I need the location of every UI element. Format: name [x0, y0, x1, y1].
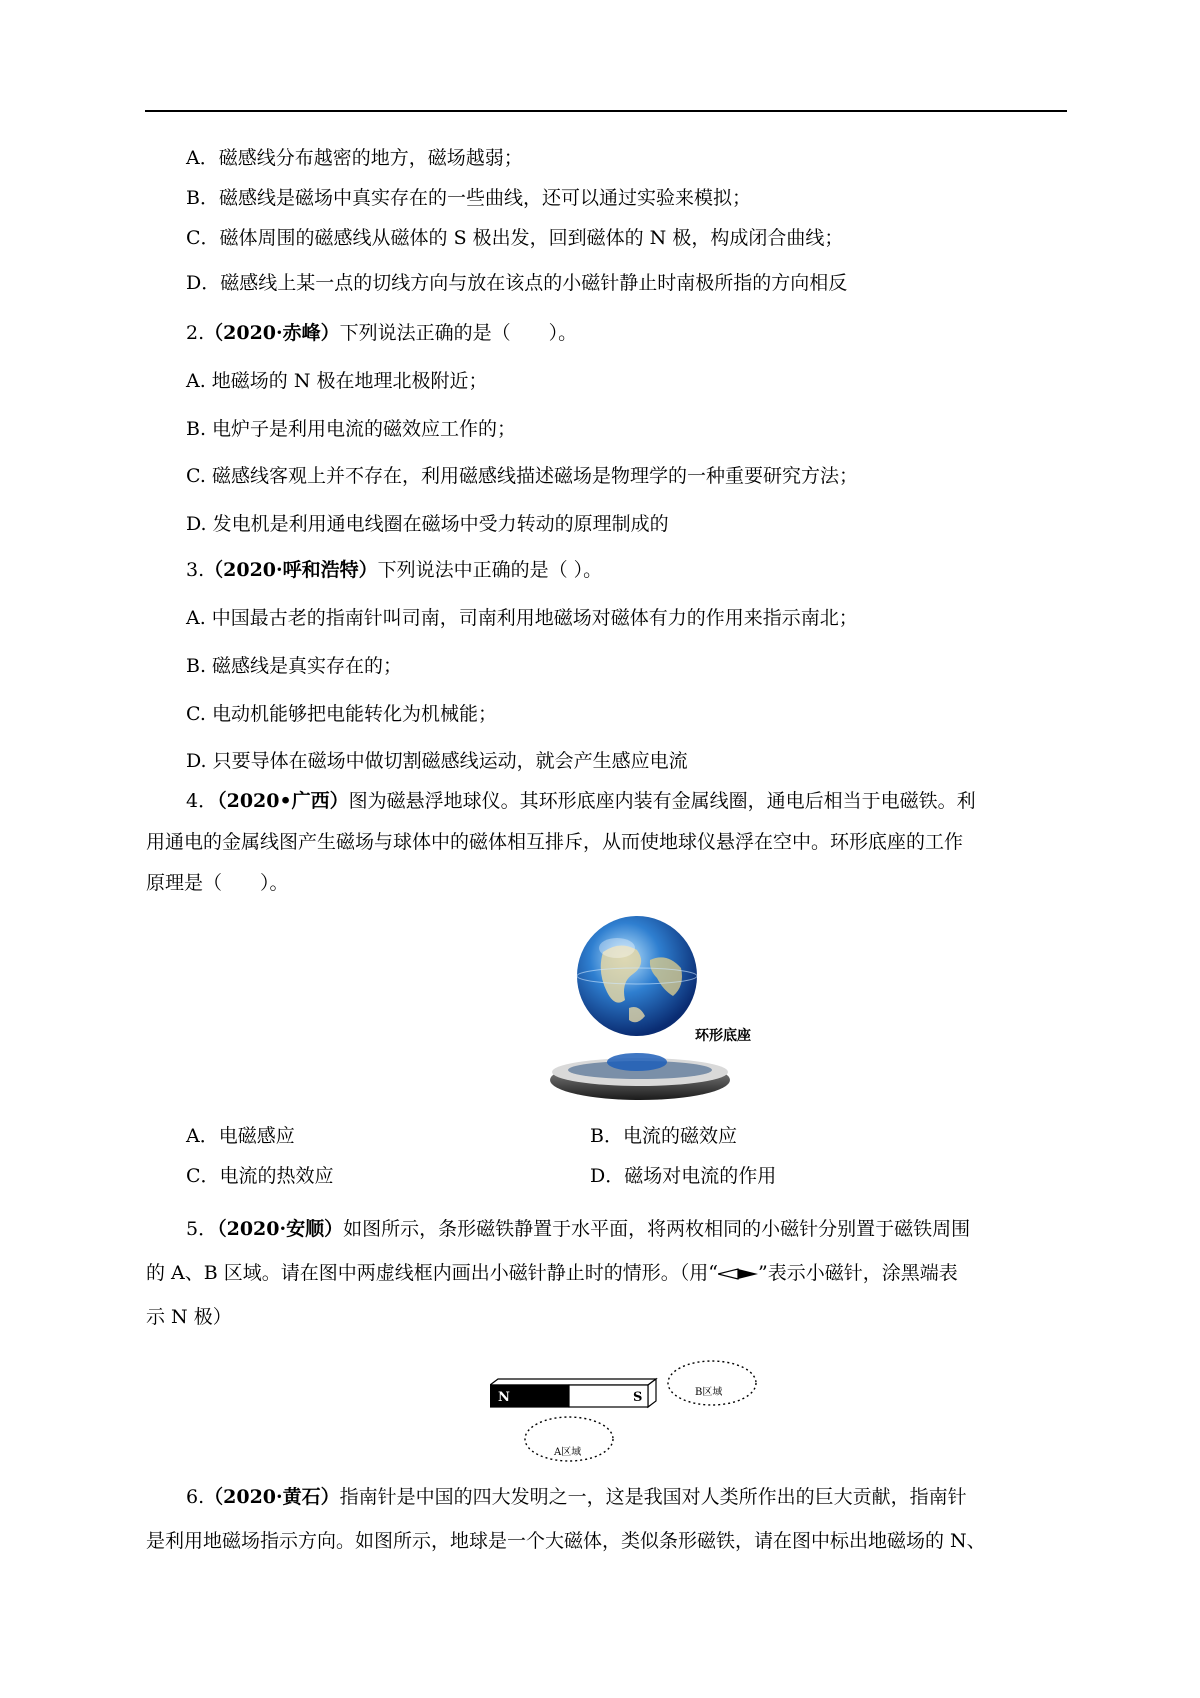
q2-option-d: D. 发电机是利用通电线圈在磁场中受力转动的原理制成的	[186, 513, 669, 535]
q6-line-1	[186, 1484, 967, 1510]
q4-option-c: C．电流的热效应	[186, 1165, 334, 1187]
q3-option-a: A. 中国最古老的指南针叫司南，司南利用地磁场对磁体有力的作用来指示南北；	[186, 607, 858, 629]
q2-source: （2020·赤峰）	[204, 322, 340, 344]
q3-source: （2020·呼和浩特）	[204, 559, 378, 581]
q5-line-2	[146, 1260, 958, 1286]
q5-number: 5．	[186, 1218, 218, 1240]
bar-magnet-icon	[490, 1379, 656, 1407]
globe-icon	[577, 916, 697, 1036]
region-a-box	[525, 1417, 613, 1461]
figure-label-ring-base: 环形底座	[695, 1028, 751, 1044]
q3-option-d: D. 只要导体在磁场中做切割磁感线运动，就会产生感应电流	[186, 750, 688, 772]
q3-text: 下列说法中正确的是（ ）。	[377, 559, 603, 581]
q6-number: 6.	[186, 1486, 205, 1508]
q6-line-2: 是利用地磁场指示方向。如图所示，地球是一个大磁体，类似条形磁铁，请在图中标出地磁场的 N、	[146, 1530, 986, 1552]
q3-option-b: B. 磁感线是真实存在的；	[186, 655, 403, 677]
q6-text-1: 指南针是中国的四大发明之一，这是我国对人类所作出的巨大贡献，指南针	[339, 1486, 967, 1508]
bar-magnet-figure	[490, 1355, 760, 1465]
q4-option-a: A．电磁感应	[186, 1125, 295, 1147]
region-a-label: A区域	[554, 1447, 582, 1458]
q2-text: 下列说法正确的是（ ）。	[339, 322, 578, 344]
q1-option-b: B．磁感线是磁场中真实存在的一些曲线，还可以通过实验来模拟；	[186, 187, 751, 209]
q1-option-a: A．磁感线分布越密的地方，磁场越弱；	[186, 147, 523, 169]
q5-line-1	[186, 1216, 970, 1242]
q3-stem	[186, 557, 602, 583]
magnet-s-label: S	[633, 1390, 643, 1405]
q2-option-c: C. 磁感线客观上并不存在，利用磁感线描述磁场是物理学的一种重要研究方法；	[186, 465, 858, 487]
q1-option-c: C．磁体周围的磁感线从磁体的 S 极出发，回到磁体的 N 极，构成闭合曲线；	[186, 227, 844, 249]
q5-text-1: 如图所示，条形磁铁静置于水平面，将两枚相同的小磁针分别置于磁铁周围	[343, 1218, 971, 1240]
q3-number: 3.	[186, 559, 205, 581]
q2-option-b: B. 电炉子是利用电流的磁效应工作的；	[186, 418, 517, 440]
q6-source: （2020·黄石）	[204, 1486, 340, 1508]
q4-option-b: B．电流的磁效应	[590, 1125, 737, 1147]
q4-number: 4．	[186, 790, 218, 812]
q4-line-3: 原理是（ ）。	[146, 872, 289, 894]
q4-option-d: D．磁场对电流的作用	[590, 1165, 777, 1187]
q5-text-2b: ”表示小磁针，涂黑端表	[757, 1262, 958, 1284]
compass-needle-icon	[718, 1267, 758, 1281]
q4-source: （2020•广西）	[217, 790, 349, 812]
q2-option-a: A. 地磁场的 N 极在地理北极附近；	[186, 370, 488, 392]
q1-option-d: D．磁感线上某一点的切线方向与放在该点的小磁针静止时南极所指的方向相反	[186, 272, 848, 294]
region-b-label: B区域	[695, 1387, 723, 1398]
q5-line-3: 示 N 极）	[146, 1306, 232, 1328]
header-rule	[145, 110, 1067, 112]
q5-source: （2020·安顺）	[217, 1218, 344, 1240]
maglev-globe-figure	[525, 912, 780, 1102]
q4-text-1: 图为磁悬浮地球仪。其环形底座内装有金属线圈，通电后相当于电磁铁。利	[348, 790, 976, 812]
q2-stem	[186, 320, 577, 346]
ring-base-icon	[550, 1053, 730, 1100]
q5-text-2a: 的 A、B 区域。请在图中两虚线框内画出小磁针静止时的情形。（用“	[146, 1262, 718, 1284]
q3-option-c: C. 电动机能够把电能转化为机械能；	[186, 703, 497, 725]
q4-line-1	[186, 788, 976, 814]
q2-number: 2.	[186, 322, 205, 344]
region-b-box	[668, 1361, 756, 1405]
magnet-n-label: N	[498, 1390, 510, 1405]
q4-line-2: 用通电的金属线图产生磁场与球体中的磁体相互排斥，从而使地球仪悬浮在空中。环形底座的工作	[146, 831, 964, 853]
